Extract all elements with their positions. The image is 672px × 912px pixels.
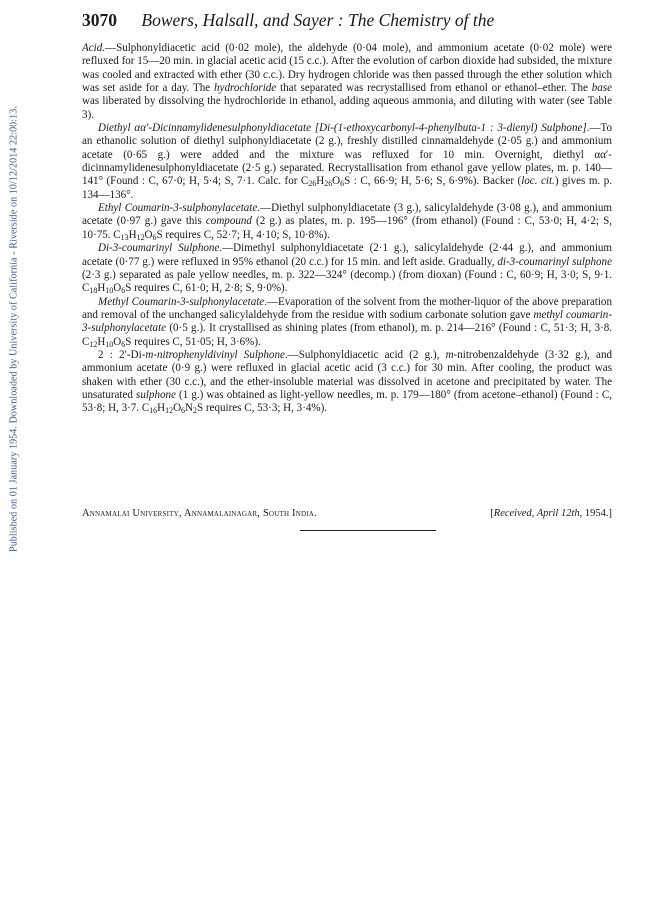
- download-watermark-text: Published on 01 January 1954. Downloaded by University of California - Riverside on 10/12/2014 22:00:13.: [8, 106, 20, 552]
- italic-text: Diethyl αα′-Dicinnamylidenesulphonyldiacetate [Di-(1-ethoxycarbonyl-4-phenylbuta-1 : 3-dienyl) Sulphone]: [98, 122, 587, 135]
- text-run: O: [173, 402, 182, 415]
- text-run: O: [113, 282, 122, 295]
- formula-subscript: 26: [308, 179, 317, 189]
- text-run: N: [185, 402, 193, 415]
- text-run: .—Sulphonyldiacetic acid (2 g.),: [284, 348, 446, 361]
- formula-subscript: 6: [121, 339, 126, 349]
- text-run: (2·3 g.) separated as pale yellow needles, m. p. 322—324° (decomp.) (from dioxan) (Found : C, 60·9; H, 3·0; S, 9·1. C: [82, 268, 612, 295]
- italic-text: di-3-coumarinyl sulphone: [497, 255, 612, 268]
- received-date: [Received, April 12th, 1954.]: [490, 508, 612, 519]
- formula-subscript: 18: [89, 286, 98, 296]
- text-run: 2 : 2′-Di-: [98, 348, 146, 361]
- text-run: H: [316, 175, 325, 188]
- italic-text: m: [145, 348, 154, 361]
- text-run: that separated was recrystallised from ethanol or ethanol–ether. The: [276, 82, 592, 95]
- received-day: April 12th: [536, 508, 580, 519]
- text-run: -: [153, 348, 157, 361]
- text-run: H: [97, 335, 106, 348]
- download-watermark: [6, 94, 22, 564]
- received-year: , 1954.: [579, 508, 609, 519]
- italic-text: m: [445, 348, 454, 361]
- text-run: H: [157, 402, 166, 415]
- paragraph: [82, 202, 612, 242]
- italic-text: Acid.: [82, 42, 106, 54]
- italic-text: methyl coumarin-3-sulphonylacetate: [82, 308, 612, 335]
- text-run: .—Dimethyl sulphonyldiacetate (2·1 g.), salicylaldehyde (2·44 g.), and ammonium acetate (0·77 g.) were refluxed in 95% ethanol (20 c.c.) for 15 min. and left aside. Gradually,: [82, 242, 613, 268]
- article-body: [82, 42, 612, 416]
- running-head: Bowers, Halsall, and Sayer : The Chemistry of the: [141, 10, 495, 30]
- paragraph: [82, 242, 612, 295]
- text-run: S requires C, 52·7; H, 4·10; S, 10·8%).: [156, 228, 330, 241]
- text-run: S requires C, 53·3; H, 3·4%).: [196, 402, 328, 415]
- paragraph: [82, 122, 612, 202]
- formula-subscript: 10: [105, 286, 114, 296]
- formula-subscript: 6: [152, 232, 157, 242]
- page-number: 3070: [82, 10, 117, 30]
- text-run: (2 g.) as plates, m. p. 195—196° (from ethanol) (Found : C, 53·0; H, 4·2; S, 10·75. C: [82, 215, 612, 241]
- text-run: S requires C, 61·0; H, 2·8; S, 9·0%).: [125, 282, 288, 295]
- text-run: ) gives m. p. 134—136°.: [82, 175, 613, 201]
- formula-subscript: 12: [89, 339, 98, 349]
- text-run: .—Diethyl sulphonyldiacetate (3 g.), salicylaldehyde (3·08 g.), and ammonium acetate (0·97 g.) gave this: [82, 202, 612, 228]
- text-run: .—To an ethanolic solution of diethyl sulphonyldiacetate (2 g.), freshly distilled cinnamaldehyde (2·05 g.) and ammonium acetate (0·65 g.) were added and the mixture was refluxed for 10 min. Overnight, diethyl αα′-dicinnamylidenesulphonyldiacetate (2·5 g.) separated. Recrystallisation from ethanol gave yellow plates, m. p. 140—141° (Found : C, 67·0; H, 5·4; S, 7·1. Calc. for C: [82, 122, 612, 188]
- paragraph: [82, 296, 612, 349]
- italic-text: compound: [205, 215, 252, 228]
- formula-subscript: 10: [105, 339, 114, 349]
- text-run: H: [97, 282, 106, 295]
- author-affiliation: Annamalai University, Annamalainagar, South India.: [82, 508, 317, 519]
- article-footer: [82, 508, 612, 524]
- italic-text: loc. cit.: [521, 175, 555, 188]
- formula-subscript: 2: [193, 406, 197, 416]
- text-run: was liberated by dissolving the hydrochloride in ethanol, adding aqueous ammonia, and diluting with water (see Table 3).: [82, 95, 612, 121]
- text-run: .—Evaporation of the solvent from the mother-liquor of the above preparation and removal of the unchanged salicylaldehyde from the residue with sodium carbonate solution gave: [82, 295, 612, 321]
- formula-subscript: 6: [121, 286, 126, 296]
- text-run: S : C, 66·9; H, 5·6; S, 6·9%). Backer (: [344, 175, 522, 188]
- text-run: O: [332, 175, 341, 188]
- end-rule: [300, 530, 436, 531]
- text-run: —Sulphonyldiacetic acid (0·02 mole), the aldehyde (0·04 mole), and ammonium acetate (0·02 mole) were refluxed for 15—20 min. in glacial acetic acid (15 c.c.). After the evolution of carbon dioxide had subsided, the mixture was cooled and extracted with ether (30 c.c.). Dry hydrogen chloride was then passed through the ether solution which was set aside for a day. The: [82, 42, 612, 95]
- formula-subscript: 6: [181, 406, 186, 416]
- paragraph: [82, 42, 612, 122]
- italic-text: hydrochloride: [214, 82, 277, 95]
- text-run: -nitrobenzaldehyde (3·32 g.), and ammonium acetate (0·9 g.) were refluxed in glacial acetic acid (3 c.c.) for 30 min. After cooling, the product was shaken with ether (30 c.c.), and the ether-insoluble material was dissolved in acetone and precipitated by water. The unsaturated: [82, 348, 612, 401]
- text-run: (0·5 g.). It crystallised as shining plates (from ethanol), m. p. 214—216° (Found : C, 51·3; H, 3·8. C: [82, 322, 612, 348]
- formula-subscript: 13: [120, 232, 129, 242]
- formula-subscript: 12: [165, 406, 174, 416]
- italic-text: nitrophenyldivinyl Sulphone: [157, 348, 285, 361]
- text-run: (1 g.) was obtained as light-yellow needles, m. p. 179—180° (from acetone–ethanol) (Found : C, 53·8; H, 3·7. C: [82, 388, 612, 415]
- italic-text: sulphone: [136, 388, 176, 401]
- formula-subscript: 16: [149, 406, 158, 416]
- text-run: H: [128, 228, 137, 241]
- received-label: Received,: [493, 508, 537, 519]
- italic-text: Methyl Coumarin-3-sulphonylacetate: [98, 295, 265, 308]
- page-header: [82, 10, 612, 34]
- italic-text: Di-3-coumarinyl Sulphone: [98, 242, 220, 255]
- text-run: S requires C, 51·05; H, 3·6%).: [125, 335, 261, 348]
- text-run: O: [144, 228, 153, 241]
- formula-subscript: 6: [340, 179, 345, 189]
- italic-text: Ethyl Coumarin-3-sulphonylacetate: [98, 202, 258, 215]
- italic-text: base: [591, 82, 612, 95]
- paragraph: [82, 349, 612, 416]
- formula-subscript: 26: [324, 179, 333, 189]
- text-run: O: [113, 335, 122, 348]
- formula-subscript: 12: [136, 232, 145, 242]
